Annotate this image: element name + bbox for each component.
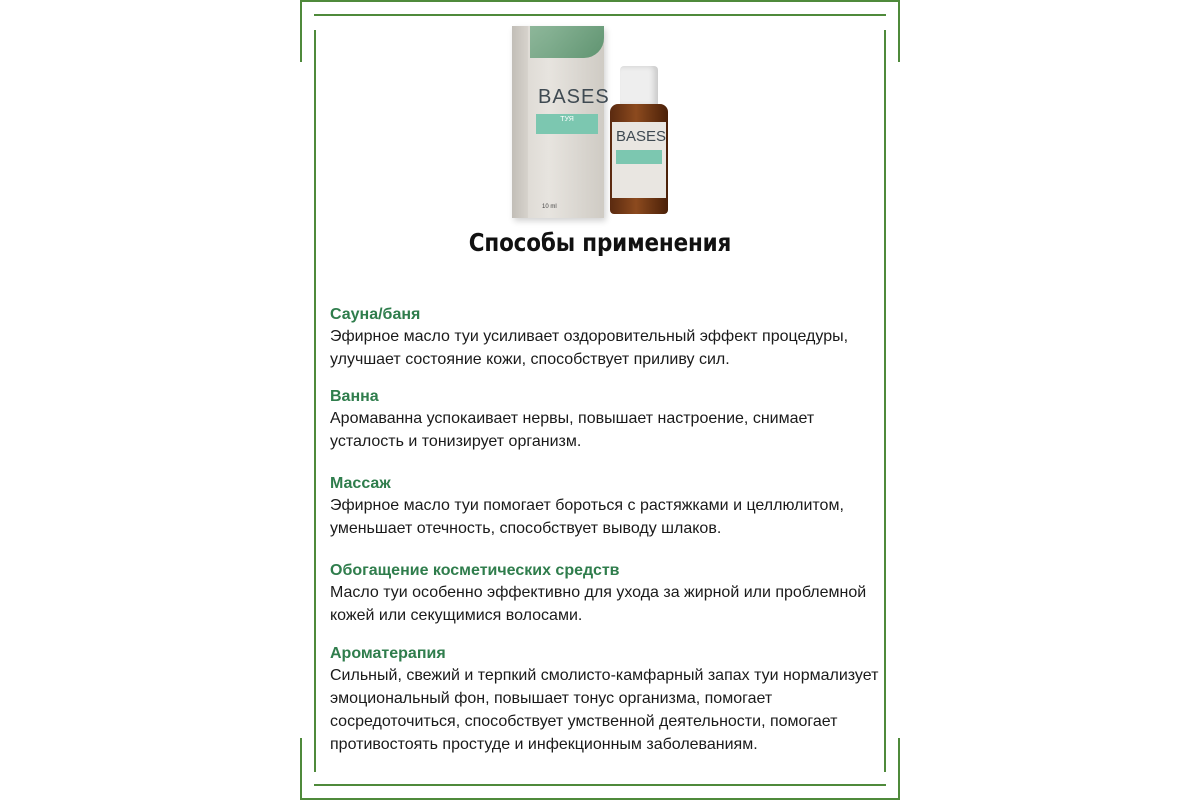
body-line: противостоять простуде и инфекционным заболеваниям. — [330, 736, 758, 753]
oil-bottle — [610, 66, 668, 214]
body-line: Эфирное масло туи помогает бороться с растяжками и целлюлитом, — [330, 497, 844, 514]
section-body — [330, 407, 890, 453]
body-line: улучшает состояние кожи, способствует приливу сил. — [330, 351, 730, 368]
inner-frame-bottom — [314, 784, 886, 786]
box-volume-label: 10 ml — [542, 204, 557, 210]
frame-top-border — [300, 0, 900, 2]
section-aromatherapy — [330, 643, 890, 756]
section-heading: Обогащение косметических средств — [330, 562, 620, 579]
section-heading: Массаж — [330, 475, 391, 492]
section-sauna — [330, 304, 890, 371]
section-bath — [330, 386, 890, 453]
section-body — [330, 664, 890, 756]
body-line: усталость и тонизирует организм. — [330, 433, 582, 450]
section-massage — [330, 473, 890, 540]
box-product-tag: ТУЯ — [536, 114, 598, 134]
body-line: кожей или секущимися волосами. — [330, 607, 583, 624]
product-box-side — [512, 26, 528, 218]
frame-left-border-bottom — [300, 738, 302, 800]
bottle-brand-logo: BASES — [616, 128, 667, 145]
section-cosmetics — [330, 560, 890, 627]
body-line: Эфирное масло туи усиливает оздоровительный эффект процедуры, — [330, 328, 849, 345]
section-heading: Ароматерапия — [330, 645, 446, 662]
section-heading: Ванна — [330, 388, 379, 405]
section-body — [330, 494, 890, 540]
body-line: эмоциональный фон, повышает тонус организма, помогает — [330, 690, 773, 707]
section-body — [330, 581, 890, 627]
bottle-product-tag — [616, 150, 662, 164]
body-line: уменьшает отечность, способствует выводу шлаков. — [330, 520, 722, 537]
section-body — [330, 325, 890, 371]
product-image — [480, 18, 690, 214]
frame-left-border-top — [300, 0, 302, 62]
frame-right-border-bottom — [898, 738, 900, 800]
body-line: Масло туи особенно эффективно для ухода за жирной или проблемной — [330, 584, 867, 601]
body-line: Сильный, свежий и терпкий смолисто-камфарный запах туи нормализует — [330, 667, 879, 684]
inner-frame-top — [314, 14, 886, 16]
page-title: Способы применения — [468, 228, 732, 257]
thuja-leaf-graphic — [530, 26, 604, 58]
inner-frame-left — [314, 30, 316, 772]
bottle-cap — [620, 66, 658, 106]
body-line: сосредоточиться, способствует умственной деятельности, помогает — [330, 713, 838, 730]
section-heading: Сауна/баня — [330, 306, 421, 323]
box-brand-logo: BASES — [538, 86, 610, 108]
body-line: Аромаванна успокаивает нервы, повышает настроение, снимает — [330, 410, 815, 427]
frame-right-border-top — [898, 0, 900, 62]
